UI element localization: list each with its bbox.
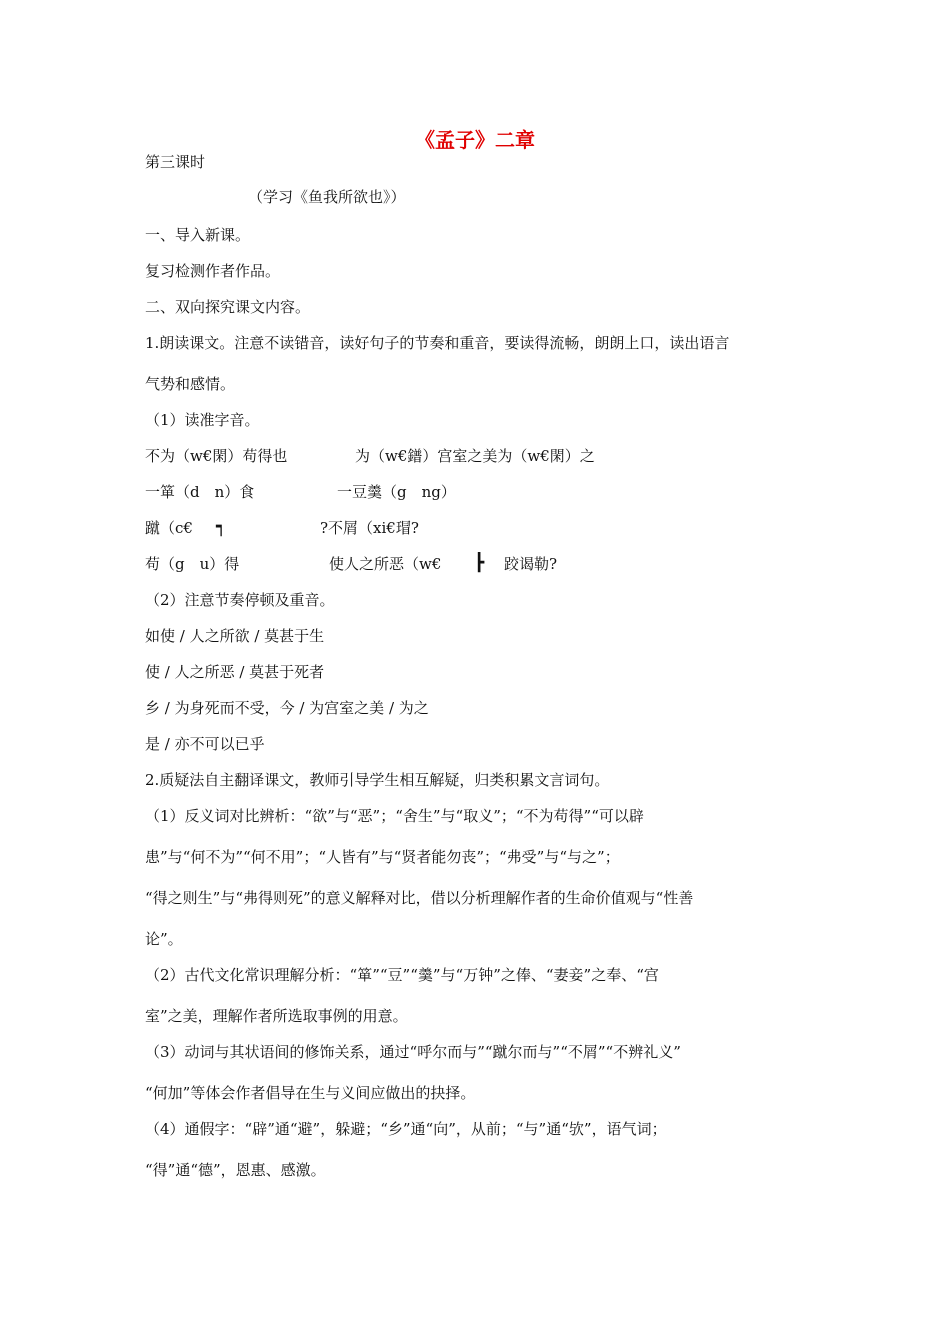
pronunciation-item: 一豆羹（g ng） <box>337 483 456 501</box>
analysis-line: “何加”等体会作者倡导在生与义间应做出的抉择。 <box>145 1084 476 1102</box>
analysis-line: “得之则生”与“弗得则死”的意义解释对比，借以分析理解作者的生命价值观与“性善 <box>145 889 694 907</box>
step1-text-cont: 气势和感情。 <box>145 375 236 393</box>
analysis-line: 室”之美，理解作者所选取事例的用意。 <box>145 1007 408 1025</box>
step2-text: 2.质疑法自主翻译课文，教师引导学生相互解疑，归类积累文言词句。 <box>145 771 610 789</box>
pronunciation-item: 使人之所恶（w€ <box>329 555 442 573</box>
analysis-line: 论”。 <box>145 930 183 948</box>
analysis-line: 患”与“何不为”“何不用”；“人皆有”与“贤者能勿丧”；“弗受”与“与之”； <box>145 848 620 866</box>
pronunciation-item: 为（w€鐠）宫室之美为（w€閑）之 <box>355 447 595 465</box>
rhythm-line: 乡 / 为身死而不受，今 / 为宫室之美 / 为之 <box>145 699 429 717</box>
garbled-glyph: ┑ <box>216 517 227 537</box>
lesson-label: 第三课时 <box>145 153 206 171</box>
pronunciation-item: ?不屑（xi€瑁? <box>320 519 419 537</box>
section-heading-intro: 一、导入新课。 <box>145 226 251 244</box>
step1-text: 1.朗读课文。注意不读错音，读好句子的节奏和重音，要读得流畅，朗朗上口，读出语言 <box>145 334 730 352</box>
garbled-glyph: ┣ <box>474 553 485 573</box>
review-text: 复习检测作者作品。 <box>145 262 281 280</box>
rhythm-line: 使 / 人之所恶 / 莫甚于死者 <box>145 663 325 681</box>
rhythm-line: 是 / 亦不可以已乎 <box>145 735 265 753</box>
analysis-line: （2）古代文化常识理解分析：“箪”“豆”“羹”与“万钟”之俸、“妻妾”之奉、“宫 <box>145 966 659 984</box>
pronunciation-item: 苟（g u）得 <box>145 555 240 573</box>
pronunciation-item: 蹴（c€ <box>145 519 193 537</box>
pronunciation-item: 跤谒勒? <box>504 555 558 573</box>
pronunciation-item: 不为（w€閑）苟得也 <box>145 447 288 465</box>
sub-heading-pronunciation: （1）读准字音。 <box>145 411 260 429</box>
analysis-line: （4）通假字：“辟”通“避”，躲避；“乡”通“向”，从前；“与”通“欤”，语气词； <box>145 1120 667 1138</box>
analysis-line: （1）反义词对比辨析：“欲”与“恶”；“舍生”与“取义”；“不为苟得”“可以辟 <box>145 807 644 825</box>
pronunciation-item: 一箪（d n）食 <box>145 483 255 501</box>
analysis-line: （3）动词与其状语间的修饰关系，通过“呼尔而与”“蹴尔而与”“不屑”“不辨礼义” <box>145 1043 681 1061</box>
lesson-subtitle: （学习《鱼我所欲也》） <box>248 188 406 206</box>
document-title: 《孟子》二章 <box>415 128 535 152</box>
analysis-line: “得”通“德”，恩惠、感激。 <box>145 1161 326 1179</box>
sub-heading-rhythm: （2）注意节奏停顿及重音。 <box>145 591 335 609</box>
section-heading-explore: 二、双向探究课文内容。 <box>145 298 311 316</box>
rhythm-line: 如使 / 人之所欲 / 莫甚于生 <box>145 627 325 645</box>
